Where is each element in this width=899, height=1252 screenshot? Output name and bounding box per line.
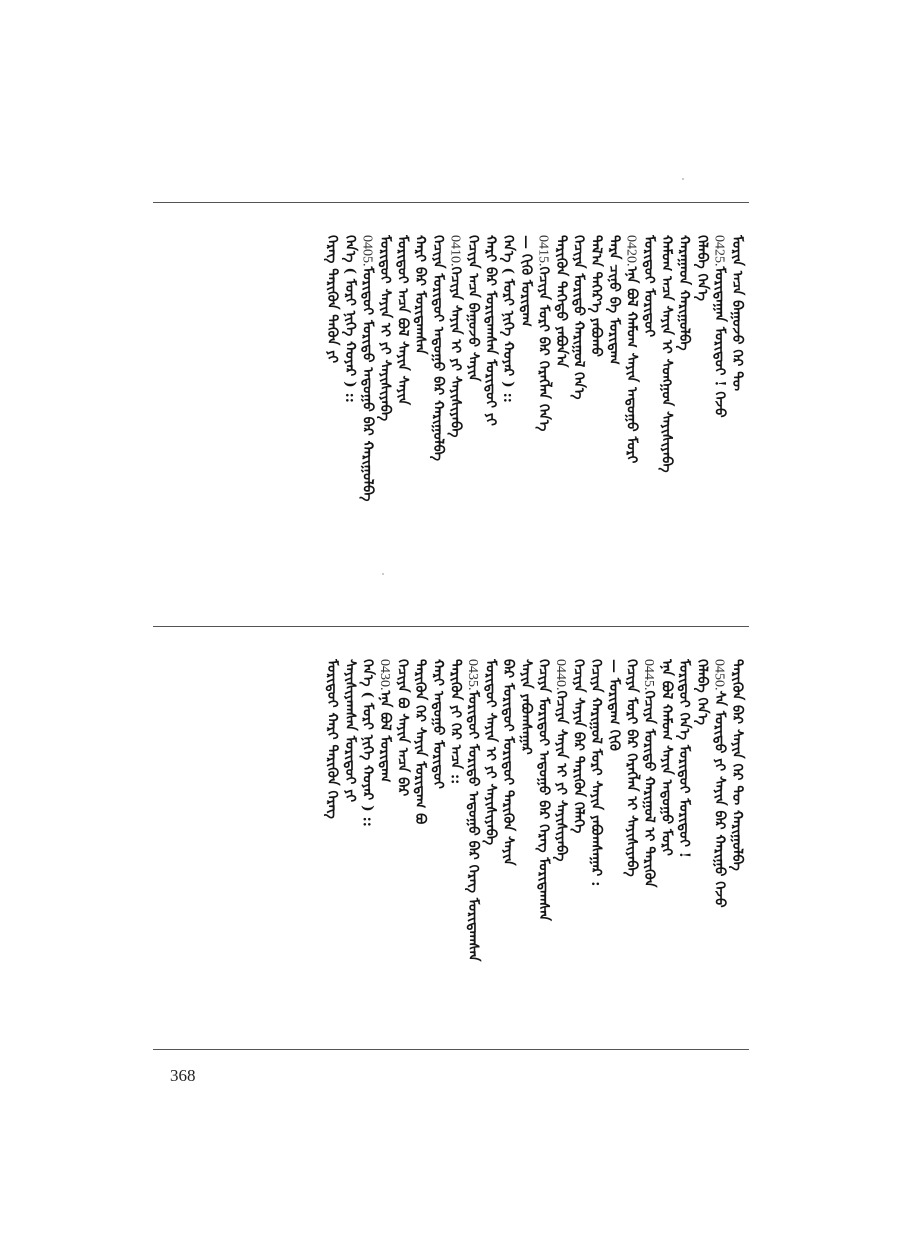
- verse-line: ᠬᠠᠷᠢ ᠪᠠᠷ ᠮᠣᠷᠢᠳᠠᠭᠰᠠᠨ: [412, 235, 429, 355]
- line-number: 0425.: [711, 235, 727, 267]
- verse-line: ᠮᠣᠷᠢᠳᠤᠢ ᠬᠠᠷᠢ ᠲᠡᠷᠢᠭᠦᠨ ᠬᠡᠷᠡᠭ: [324, 659, 341, 819]
- verse-line: ᠰᠠᠶᠢᠨ ᠶᠠᠪᠤᠭᠰᠠᠭᠠᠷ: [517, 659, 534, 755]
- verse-line: ᠡᠨᠡ ᠪᠣᠯ ᠬᠠᠮᠤᠭ ᠰᠠᠶᠢᠨ ᠠᠳᠤᠭᠤ ᠮᠣᠷᠢ: [658, 659, 675, 856]
- verse-line: — ᠬᠢᠬᠦ ᠮᠣᠷᠢᠳᠠᠭ: [517, 235, 534, 327]
- verse-line: ᠮᠣᠷᠢᠨ ᠠᠴᠠ ᠪᠠᠭᠤᠵᠤ ᠭᠡᠷ ᠲᠦ: [729, 235, 745, 392]
- text-column: [319, 235, 343, 595]
- verse-line: ᠲᠡᠷᠢᠭᠦᠨ ᠪᠠᠷ ᠰᠠᠶᠢᠨ ᠭᠡᠷ ᠲᠦ ᠬᠠᠷᠢᠭᠤᠯᠪᠠ: [729, 659, 745, 871]
- verse-line: ᠡᠨᠡ ᠪᠣᠯ ᠮᠣᠷᠢᠳᠠᠭ: [377, 690, 393, 783]
- verse-line: ᠬᠡᠴᠢᠶᠡ ᠠᠴᠠ ᠪᠠᠭᠤᠵᠤ ᠰᠠᠶᠢᠨ: [465, 235, 481, 382]
- line-number: 0410.: [447, 235, 463, 267]
- verse-line: ᠲᠠᠯ᠎ᠠ ᠳᠡᠭᠡᠷ᠎ᠡ ᠶᠠᠪᠤᠬᠤ: [588, 235, 605, 357]
- line-number: 0430.: [377, 659, 392, 691]
- verse-line: ᠲᠡᠷᠡ ᠴᠢᠨᠦ ᠪᠡ ᠮᠣᠷᠢᠳᠠᠭ: [605, 235, 622, 365]
- line-number: 0445.: [641, 659, 656, 691]
- top-rule: [153, 202, 749, 203]
- verse-line: ᠮᠣᠷᠢᠳᠤᠢ ᠮᠣᠷᠢᠳᠤ ᠠᠳᠤᠭᠤ ᠪᠠᠷ ᠬᠠᠷᠢᠭᠤᠯᠪᠠ: [359, 266, 376, 502]
- verse-line: ᠬᠡᠴᠢᠶᠡ ᠮᠣᠷᠢᠳᠤ ᠬᠠᠷᠢᠭᠤᠯ ᠭᠡᠨ᠎ᠡ: [570, 235, 587, 400]
- verse-line: ᠬᠡᠴᠢᠶᠡ ᠮᠣᠷᠢ ᠪᠠᠷ ᠬᠡᠷᠡᠭᠯᠡᠨ ᠭᠡᠨ᠎ᠡ: [535, 266, 552, 432]
- verse-line: ᠬᠠᠷᠢ ᠠᠳᠤᠭᠤ ᠮᠣᠷᠢᠳᠤᠢ: [429, 659, 446, 789]
- verse-line: ᠮᠣᠷᠢᠳᠠᠭᠠᠨ ᠮᠣᠷᠢᠳᠤᠢ ! ᠭᠡᠵᠦ: [711, 266, 728, 418]
- verse-line: ᠬᠡᠴᠢᠶᠡ ᠬᠠᠷᠢᠭᠤᠯ ᠮᠣᠷᠢ ᠰᠠᠶᠢᠨ ᠶᠠᠪᠤᠭᠰᠠᠭᠠᠷ :: [588, 659, 605, 887]
- scan-speck: [382, 573, 384, 575]
- verse-line: ᠮᠣᠷᠢᠳᠤᠢ ᠰᠠᠶᠢᠨ ᠢ ᠶᠢ ᠰᠠᠶᠢᠰᠢᠶᠠᠪᠠ: [377, 235, 393, 422]
- verse-line: ᠬᠡᠯᠡᠪᠡ ᠭᠡᠨ᠎ᠡ: [693, 659, 710, 726]
- line-number: 0435.: [465, 659, 480, 691]
- verse-line: ᠬᠠᠷᠢ ᠪᠠᠷ ᠮᠣᠷᠢᠳᠠᠭᠰᠠᠨ ᠮᠣᠷᠢᠳᠤᠢ ᠶᠢ: [482, 235, 499, 426]
- verse-line: ᠬᠡᠴᠢᠶᠡ ᠰᠠᠶᠢᠨ ᠢ ᠶᠢ ᠰᠠᠶᠢᠰᠢᠶᠠᠪᠠ: [553, 690, 569, 862]
- verse-line: ᠮᠣᠷᠢᠳᠤᠢ ᠭᠡᠨ᠎ᠡ ᠮᠣᠷᠢᠳᠤᠢ ᠮᠣᠷᠢᠳᠤᠢ !: [676, 659, 693, 859]
- bottom-rule: [153, 1049, 749, 1050]
- verse-line: ᠬᠡᠴᠢᠶᠡ ᠮᠣᠷᠢᠳᠤᠢ ᠠᠳᠤᠭᠤ ᠪᠠᠷ ᠬᠠᠷᠢᠭᠤᠯᠪᠠ: [429, 235, 446, 461]
- top-text-panel: [150, 205, 752, 624]
- verse-line: ᠰᠠ ᠮᠣᠷᠢᠳᠤ ᠶᠢ ᠰᠠᠶᠢᠨ ᠪᠠᠷ ᠬᠠᠷᠢᠭᠤ ᠭᠡᠵᠦ: [711, 690, 728, 908]
- verse-line: ᠮᠣᠷᠢᠳᠤᠢ ᠰᠠᠶᠢᠨ ᠢ ᠶᠢ ᠰᠠᠶᠢᠰᠢᠶᠠᠪᠠ: [482, 659, 499, 846]
- line-number: 0420.: [623, 235, 639, 267]
- verse-line: ᠭᠡᠨ᠎ᠡ ( ᠮᠣᠷᠢ ᠨᠢᠭᠡ ᠬᠣᠶᠠᠷ ) ::: [359, 659, 376, 827]
- verse-line: ᠬᠠᠮᠤᠭ ᠠᠴᠠ ᠰᠠᠶᠢᠨ ᠢ ᠰᠣᠩᠭᠤᠨ ᠰᠠᠶᠢᠰᠢᠶᠠᠪᠠ: [658, 235, 675, 473]
- verse-line: ᠮᠣᠷᠢᠳᠤᠢ ᠠᠴᠠ ᠪᠣᠯ ᠰᠠᠶᠢᠨ ᠰᠠᠶᠢᠨ: [394, 235, 411, 406]
- verse-line: ᠬᠡᠴᠢᠶᠡ ᠪᠣ ᠰᠠᠶᠢᠨ ᠠᠴᠠ ᠪᠠᠷ: [394, 659, 411, 797]
- verse-line: ᠲᠡᠷᠢᠭᠦᠨ ᠶᠢ ᠭᠡᠷ ᠠᠴᠠ ::: [447, 659, 464, 785]
- verse-line: ᠬᠡᠯᠡᠪᠡ ᠭᠡᠨ᠎ᠡ: [693, 235, 710, 302]
- verse-line: ᠬᠡᠴᠢᠶᠡ ᠰᠠᠶᠢᠨ ᠢ ᠶᠢ ᠰᠠᠶᠢᠰᠢᠶᠠᠪᠠ: [447, 266, 464, 438]
- verse-line: — ᠮᠣᠷᠢᠳᠠᠭ ᠬᠢᠬᠦ: [605, 659, 622, 751]
- verse-line: ᠮᠣᠷᠢᠳᠤᠢ ᠮᠣᠷᠢᠳᠤᠢ: [641, 235, 657, 338]
- line-number: 0440.: [553, 659, 568, 691]
- verse-line: ᠬᠡᠴᠢᠶᠡ ᠮᠣᠷᠢ ᠪᠠᠷ ᠬᠡᠷᠡᠭᠯᠡᠨ ᠢ ᠰᠠᠶᠢᠰᠢᠶᠠᠪᠠ: [623, 659, 640, 877]
- verse-line: ᠬᠡᠴᠢᠶᠡ ᠮᠣᠷᠢᠳᠤ ᠬᠠᠷᠢᠭᠤᠯ ᠢ ᠲᠡᠷᠢᠭᠦᠨ: [641, 690, 657, 888]
- line-number: 0450.: [711, 659, 727, 691]
- verse-line: ᠡᠨᠡ ᠪᠣᠯ ᠬᠠᠮᠤᠭ ᠰᠠᠶᠢᠨ ᠠᠳᠤᠭᠤ ᠮᠣᠷᠢ: [623, 266, 640, 464]
- verse-line: ᠮᠣᠷᠢᠳᠤᠢ ᠮᠣᠷᠢᠳᠤ ᠠᠳᠤᠭᠤ ᠪᠠᠷ ᠬᠡᠷᠡᠭ ᠮᠣᠷᠢᠳᠠᠭᠰᠠᠨ: [465, 690, 481, 962]
- text-column: [319, 659, 343, 1019]
- verse-line: ᠲᠡᠷᠢᠭᠦᠨ ᠳᠡᠭᠡᠳᠦ ᠶᠠᠪᠤᠨ᠎ᠠ: [553, 235, 569, 368]
- verse-line: ᠲᠡᠷᠢᠭᠦᠨ ᠬᠡᠷ ᠰᠠᠶᠢᠨ ᠮᠣᠷᠢᠳᠠᠭ ᠪᠣ: [412, 659, 429, 825]
- verse-line: ᠭᠡᠨ᠎ᠡ ( ᠮᠣᠷᠢ ᠨᠢᠭᠡ ᠬᠣᠶᠠᠷ ) ::: [341, 235, 358, 403]
- verse-line: ᠰᠠᠶᠢᠰᠢᠶᠠᠭᠰᠠᠨ ᠮᠣᠷᠢᠳᠤᠢ ᠶᠢ: [341, 659, 358, 803]
- verse-line: ᠬᠡᠴᠢᠶᠡ ᠮᠣᠷᠢᠳᠤᠢ ᠠᠳᠤᠭᠤ ᠪᠠᠷ ᠬᠡᠷᠡᠭ ᠮᠣᠷᠢᠳᠠᠭᠰᠠᠨ: [535, 659, 552, 922]
- verse-line: ᠬᠡᠴᠢᠶᠡ ᠰᠠᠶᠢᠨ ᠪᠠᠷ ᠲᠡᠷᠢᠭᠦᠨ ᠭᠡᠯᠡᠭᠡ: [570, 659, 587, 834]
- verse-line: ᠬᠠᠷᠠᠭᠠᠳ ᠬᠠᠷᠢᠭᠤᠯᠪᠠ: [676, 235, 693, 351]
- line-number: 0415.: [535, 235, 551, 267]
- verse-line: ᠪᠠᠷ ᠮᠣᠷᠢᠳᠤᠢ ᠮᠣᠷᠢᠳᠤᠢ ᠲᠡᠷᠢᠭᠦᠨ ᠰᠠᠶᠢᠨ: [500, 659, 517, 866]
- line-number: 0405.: [359, 235, 375, 267]
- verse-line: ᠭᠡᠨ᠎ᠡ ( ᠮᠣᠷᠢ ᠨᠢᠭᠡ ᠬᠣᠶᠠᠷ ) ::: [500, 235, 517, 403]
- bottom-text-panel: [150, 629, 752, 1047]
- middle-rule: [153, 626, 749, 627]
- page-number: 368: [170, 1066, 196, 1085]
- scan-speck: [682, 178, 684, 180]
- verse-line: ᠬᠡᠷᠡᠭ ᠲᠡᠷᠢᠭᠦᠨ ᠲᠡᠭᠦᠨ ᠶᠢ: [324, 235, 341, 364]
